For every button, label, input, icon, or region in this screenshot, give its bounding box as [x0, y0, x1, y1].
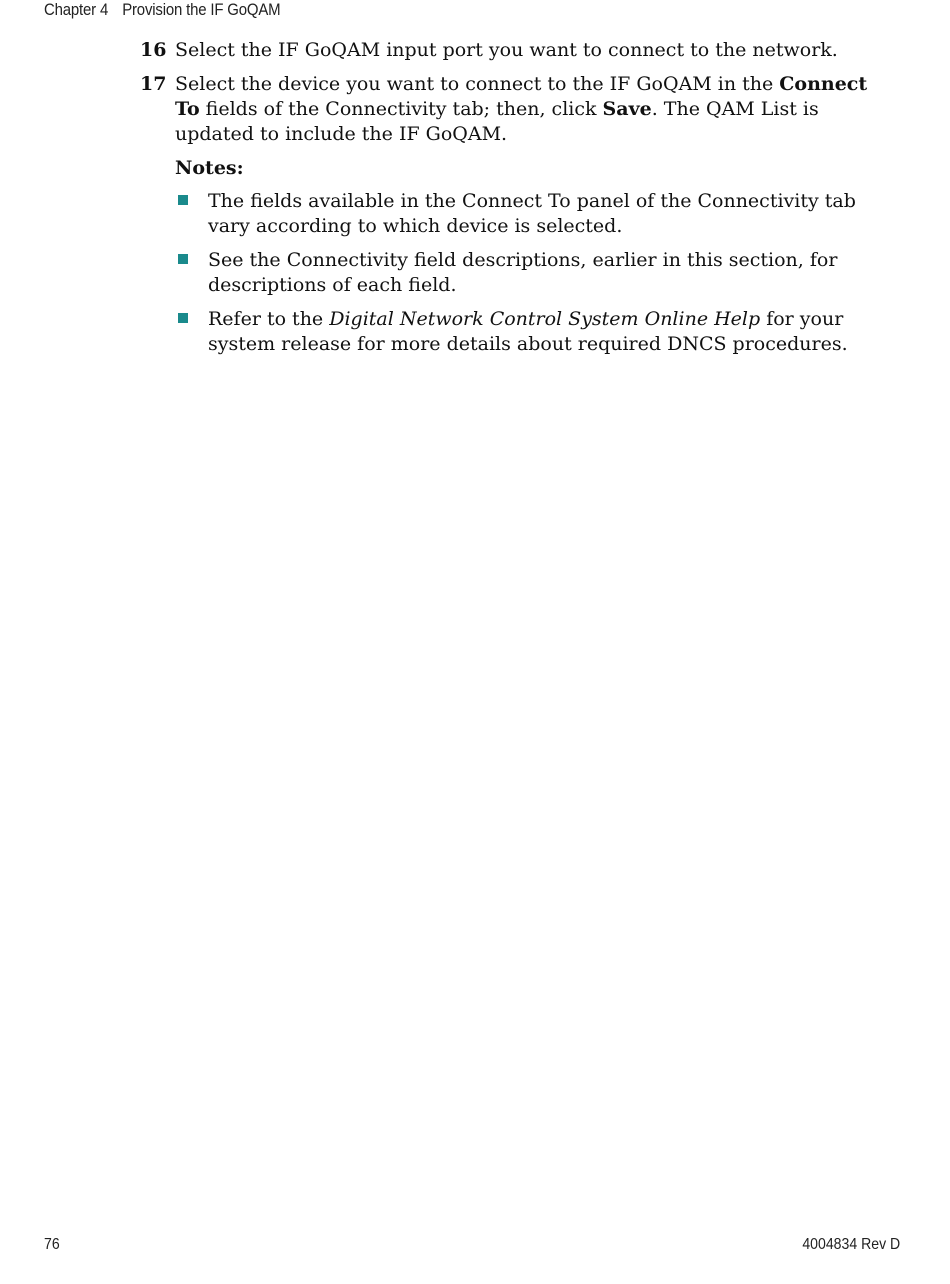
ui-term-connect-to: Connect To	[175, 73, 868, 120]
notes-section	[175, 156, 900, 357]
document-id: 4004834 Rev D	[802, 1236, 900, 1253]
step-number: 16	[140, 39, 167, 61]
step-text-part: Select the device you want to connect to the IF GoQAM in the	[175, 73, 780, 95]
step-text	[175, 72, 895, 147]
note-item	[175, 248, 900, 298]
running-header	[44, 0, 280, 20]
note-text-part: Refer to the	[208, 308, 330, 330]
step-text: Select the IF GoQAM input port you want to connect to the network.	[175, 39, 838, 61]
square-bullet-icon	[175, 189, 208, 239]
note-text-part: for your system release for more details about required DNCS procedures.	[208, 308, 848, 355]
note-text: See the Connectivity field descriptions, earlier in this section, for descriptions of each field.	[208, 249, 838, 296]
chapter-title: Provision the IF GoQAM	[122, 0, 281, 19]
step-number: 17	[140, 73, 167, 95]
note-item	[175, 307, 900, 357]
step-text-part: fields of the Connectivity tab; then, click	[199, 98, 603, 120]
notes-title: Notes:	[175, 157, 244, 179]
square-bullet-icon	[175, 248, 208, 298]
square-bullet-icon	[175, 307, 208, 357]
step-17	[140, 72, 900, 147]
chapter-label: Chapter 4	[44, 0, 109, 19]
ui-term-save: Save	[602, 98, 652, 120]
step-text-part: . The QAM List is updated to include the IF GoQAM.	[175, 98, 819, 145]
note-text: The fields available in the Connect To panel of the Connectivity tab vary according to which device is selected.	[208, 190, 856, 237]
note-item	[175, 189, 900, 239]
book-title: Digital Network Control System Online Help	[329, 308, 761, 330]
page-body	[140, 38, 900, 366]
note-text	[208, 307, 898, 357]
step-16	[140, 38, 900, 63]
page-number: 76	[44, 1236, 60, 1253]
